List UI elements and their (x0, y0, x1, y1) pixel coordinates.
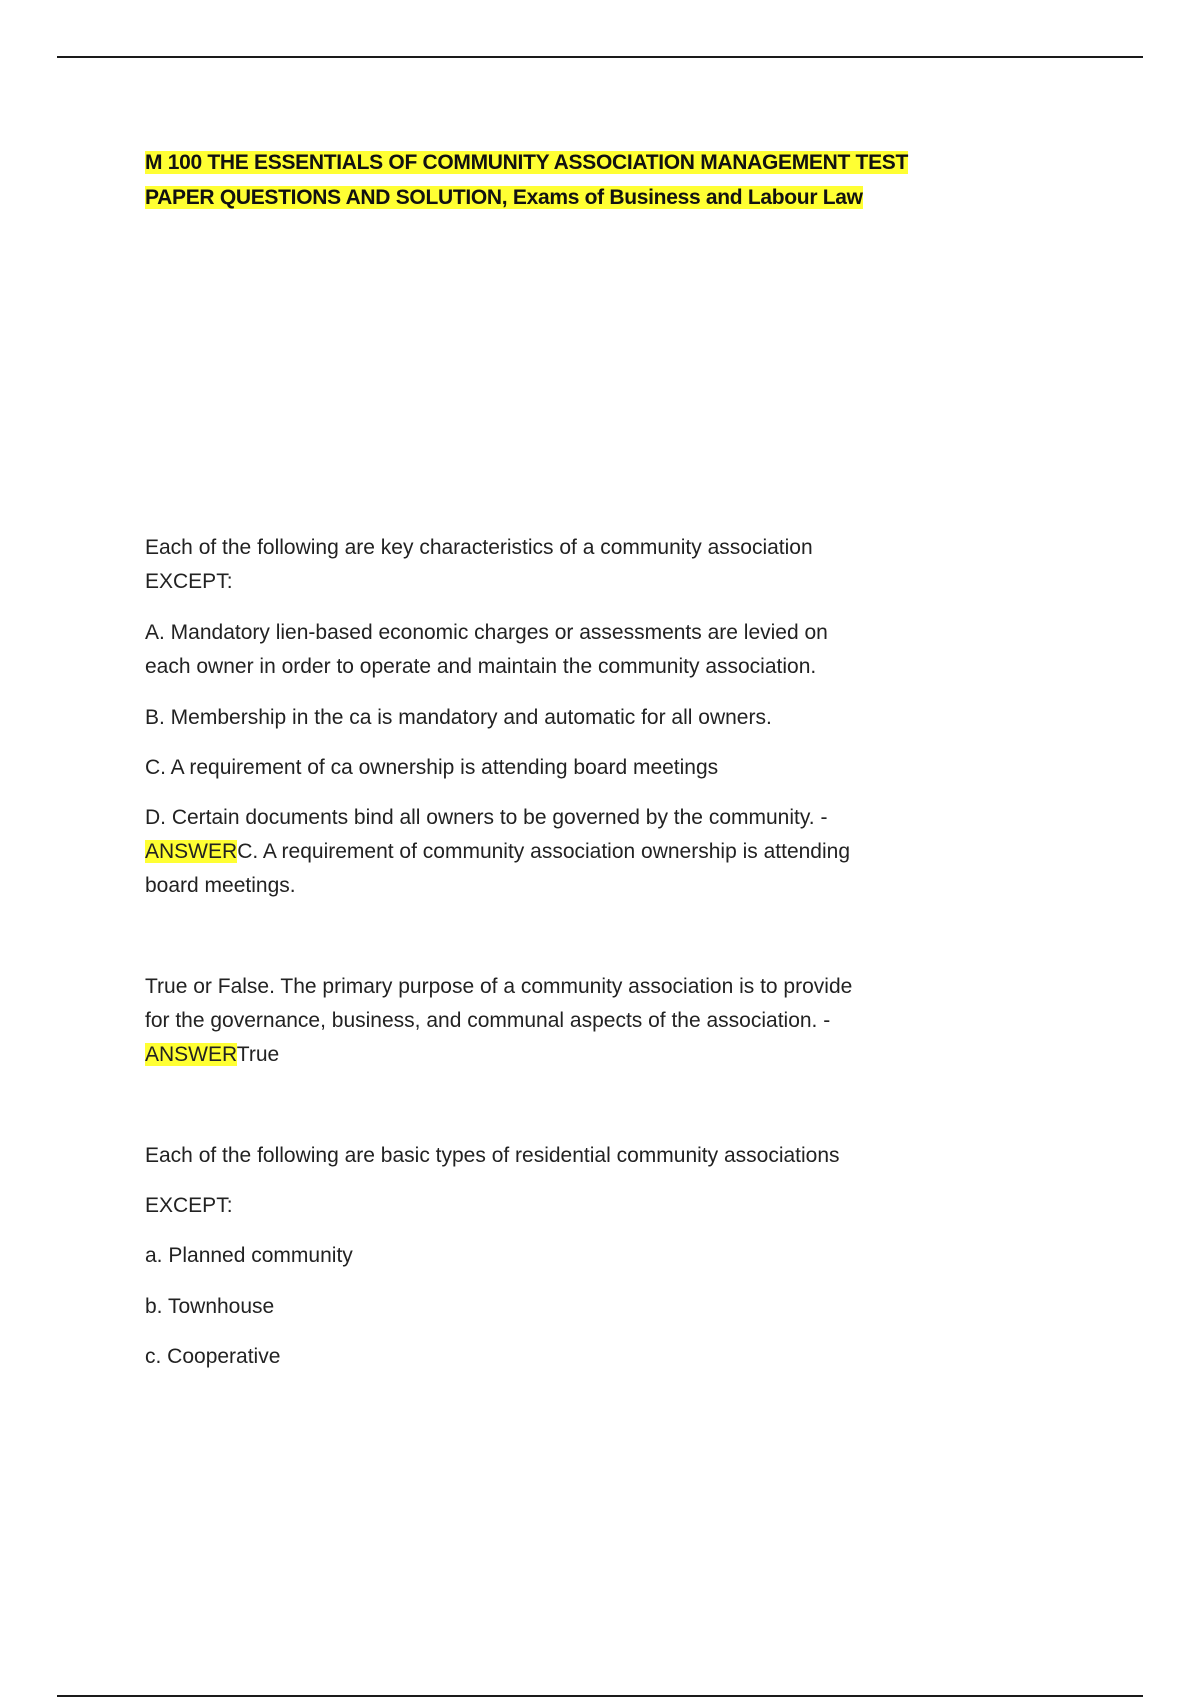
question-2 (145, 970, 915, 1072)
document-title (145, 145, 925, 215)
question-1-option-d-and-answer (145, 801, 915, 903)
option-a-line-1: a. Planned community (145, 1244, 353, 1267)
header-rule (57, 56, 1143, 58)
question-3-stem-line-2: EXCEPT: (145, 1194, 233, 1217)
answer-label: ANSWER (145, 840, 238, 863)
answer-label: ANSWER (145, 1043, 237, 1066)
question-3-option-a (145, 1239, 915, 1273)
question-3-stem (145, 1139, 915, 1173)
question-2-stem-line-2: for the governance, business, and communal aspects of the association. - (145, 1009, 831, 1032)
footer-rule (57, 1695, 1143, 1697)
question-1-answer (145, 835, 915, 869)
question-1-option-a (145, 616, 915, 684)
question-1-stem-line-2: EXCEPT: (145, 570, 233, 593)
option-b-line-1: B. Membership in the ca is mandatory and automatic for all owners. (145, 706, 772, 729)
question-3-option-c (145, 1340, 915, 1374)
question-1-stem-line-1: Each of the following are key characteristics of a community association (145, 536, 813, 559)
answer-text-line-2: board meetings. (145, 874, 296, 897)
question-1-option-c (145, 751, 915, 785)
title-line-2: PAPER QUESTIONS AND SOLUTION, Exams of Business and Labour Law (145, 186, 863, 209)
option-d-line-1: D. Certain documents bind all owners to be governed by the community. - (145, 806, 828, 829)
question-2-answer (145, 1038, 915, 1072)
title-line-1: M 100 THE ESSENTIALS OF COMMUNITY ASSOCIATION MANAGEMENT TEST (145, 151, 909, 174)
question-1-option-b (145, 701, 915, 735)
option-a-line-2: each owner in order to operate and maintain the community association. (145, 655, 817, 678)
option-b-line-1: b. Townhouse (145, 1295, 275, 1318)
question-3-except (145, 1189, 915, 1223)
option-a-line-1: A. Mandatory lien-based economic charges or assessments are levied on (145, 621, 828, 644)
question-2-stem-line-1: True or False. The primary purpose of a community association is to provide (145, 975, 853, 998)
question-1-stem (145, 531, 915, 599)
question-3-stem-line-1: Each of the following are basic types of residential community associations (145, 1144, 840, 1167)
question-3-option-b (145, 1290, 915, 1324)
option-c-line-1: c. Cooperative (145, 1345, 281, 1368)
answer-text: True (236, 1043, 280, 1066)
option-c-line-1: C. A requirement of ca ownership is attending board meetings (145, 756, 719, 779)
answer-text-line-1: C. A requirement of community association ownership is attending (237, 840, 851, 863)
